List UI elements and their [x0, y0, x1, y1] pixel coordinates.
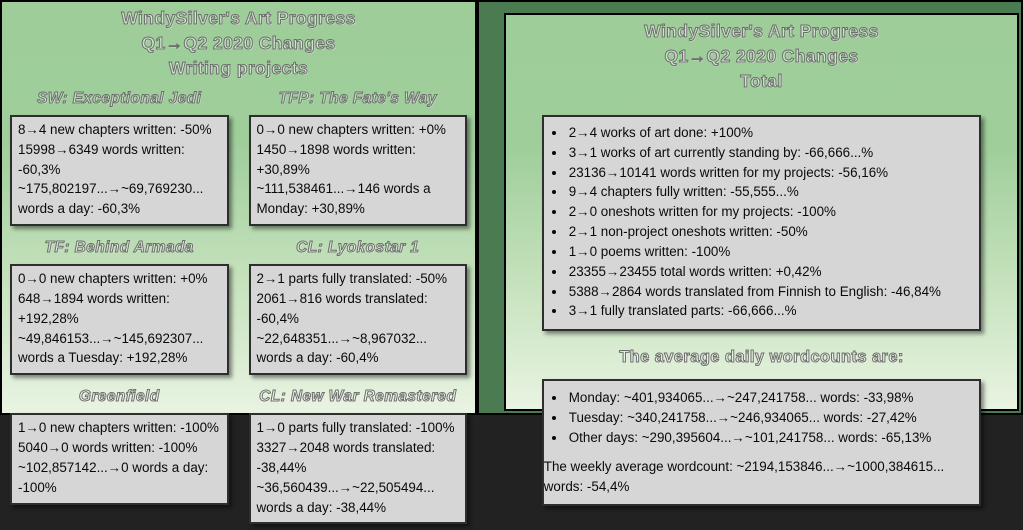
- total-item: • 2→1 non-project oneshots written: -50%: [567, 222, 971, 242]
- total-item: • 3→1 works of art currently standing by: -66,666...%: [567, 143, 971, 163]
- title-line-1: WindySilver's Art Progress: [644, 21, 879, 41]
- section-cl-lyokostar-1: [249, 232, 468, 375]
- stat-line: 8→4 new chapters written: -50%: [18, 122, 212, 137]
- title-line-2: Q1→Q2 2020 Changes: [664, 46, 859, 66]
- stat-line: ~102,857142...→0 words a day: -100%: [18, 459, 209, 495]
- writing-projects-slide: [0, 0, 477, 515]
- total-slide-frame: [477, 0, 1023, 494]
- total-item: • 5388→2864 words translated from Finnish to English: -46,84%: [567, 282, 971, 302]
- weekly-average-line: The weekly average wordcount: ~2194,153846...→~1000,384615... words: -54,4%: [543, 458, 945, 494]
- total-item: • 1→0 poems written: -100%: [567, 242, 971, 262]
- stat-line: ~111,538461...→146 words a Monday: +30,89%: [256, 181, 431, 217]
- stat-line: 1450→1898 words written: +30,89%: [256, 141, 416, 177]
- stat-line: 3327→2048 words translated: -38,44%: [256, 440, 436, 475]
- total-slide-title: [506, 15, 1017, 94]
- stat-line: ~175,802197...→~69,769230... words a day: -60,3%: [18, 181, 204, 217]
- stat-box: [10, 413, 229, 504]
- title-line-1: WindySilver's Art Progress: [121, 8, 356, 28]
- stat-line: 0→0 new chapters written: +0%: [18, 271, 208, 287]
- totals-stat-box: [542, 115, 981, 331]
- section-heading: TF: Behind Armada: [44, 239, 194, 257]
- daily-wordcounts-heading: The average daily wordcounts are:: [619, 348, 904, 367]
- title-line-2: Q1→Q2 2020 Changes: [141, 33, 336, 53]
- totals-list: [550, 123, 971, 321]
- stat-line: ~22,648351...→~8,967032... words a day: -60,4%: [256, 330, 428, 366]
- daily-item: • Other days: ~290,395604...→~101,241758... words: -65,13%: [567, 428, 971, 448]
- section-heading: CL: New War Remastered: [259, 388, 457, 406]
- stat-box: [249, 413, 468, 524]
- stat-line: 0→0 new chapters written: +0%: [256, 122, 446, 137]
- total-slide: [504, 13, 1019, 494]
- total-item: • 23136→10141 words written for my projects: -56,16%: [567, 163, 971, 183]
- section-heading: Greenfield: [78, 388, 160, 406]
- daily-item: • Monday: ~401,934065...→~247,241758... words: -33,98%: [567, 388, 971, 408]
- total-item: • 2→4 works of art done: +100%: [567, 123, 971, 143]
- daily-list: [550, 388, 971, 447]
- stat-line: 2→1 parts fully translated: -50%: [256, 271, 448, 287]
- project-sections-grid: [2, 81, 475, 530]
- stat-line: 1→0 parts fully translated: -100%: [256, 420, 455, 436]
- writing-slide-title: [2, 2, 475, 81]
- section-heading: CL: Lyokostar 1: [296, 239, 420, 257]
- daily-item: • Tuesday: ~340,241758...→~246,934065... words: -27,42%: [567, 408, 971, 428]
- stat-line: 15998→6349 words written: -60,3%: [18, 141, 185, 177]
- section-heading: TFP: The Fate's Way: [278, 90, 437, 107]
- stat-line: 2061→816 words translated: -60,4%: [256, 290, 428, 326]
- section-greenfield: [10, 381, 229, 524]
- stat-line: ~36,560439...→~22,505494... words a day: -38,44%: [256, 479, 435, 515]
- total-item: • 9→4 chapters fully written: -55,555...%: [567, 182, 971, 202]
- total-item: • 3→1 fully translated parts: -66,666...%: [567, 301, 971, 321]
- stat-box: [249, 264, 468, 375]
- section-cl-new-war-remastered: [249, 381, 468, 524]
- total-item: • 23355→23455 total words written: +0,42%: [567, 262, 971, 282]
- stat-box: [249, 115, 468, 226]
- title-line-3: Writing projects: [168, 58, 309, 78]
- stat-line: 5040→0 words written: -100%: [18, 440, 198, 456]
- stat-line: ~49,846153...→~145,692307... words a Tuesday: +192,28%: [18, 330, 204, 366]
- total-item: • 2→0 oneshots written for my projects: -100%: [567, 202, 971, 222]
- daily-wordcounts-box: [542, 379, 981, 506]
- stat-box: [10, 115, 229, 226]
- stat-line: 1→0 new chapters written: -100%: [18, 420, 219, 436]
- stat-line: 648→1894 words written: +192,28%: [18, 290, 170, 326]
- stat-box: [10, 264, 229, 375]
- section-tf-behind-armada: [10, 232, 229, 375]
- section-tfp-fates-way: [249, 83, 468, 226]
- title-line-3: Total: [740, 71, 783, 91]
- section-heading: SW: Exceptional Jedi: [37, 90, 202, 107]
- section-sw-exceptional-jedi: [10, 83, 229, 226]
